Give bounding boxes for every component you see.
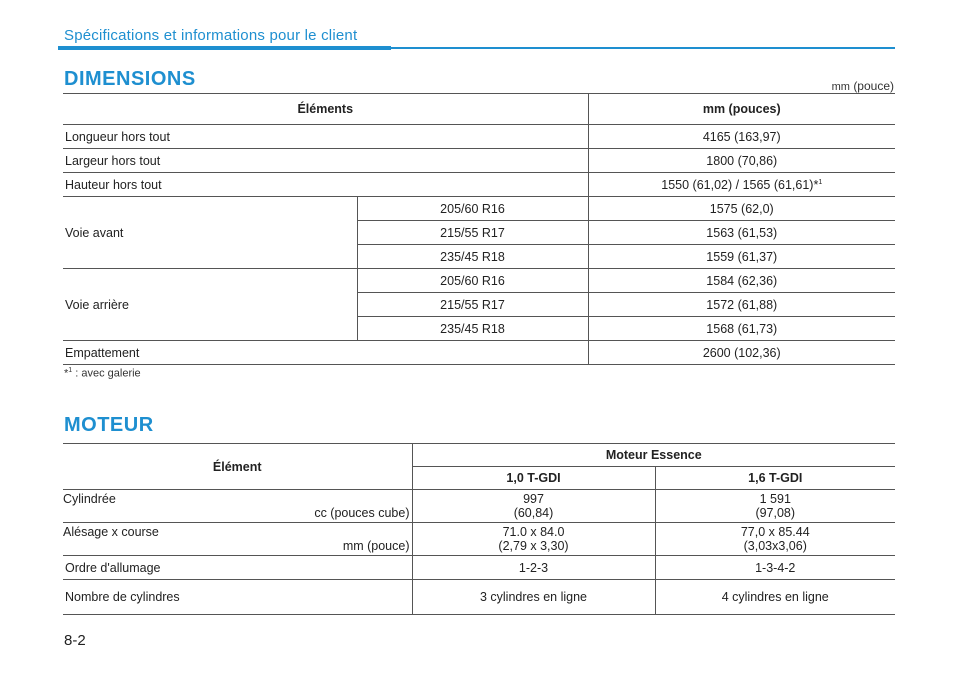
col-group-header: Moteur Essence [412,444,895,467]
table-row [63,490,895,523]
row-value: 1572 (61,88) [588,293,895,317]
tire-size: 215/55 R17 [357,221,588,245]
row-value: 1559 (61,37) [588,245,895,269]
tire-size: 235/45 R18 [357,317,588,341]
footnote-text: : avec galerie [72,367,141,380]
value-b-cell [655,490,895,523]
value-a-line1: 997 [523,492,544,506]
header-rule-accent [58,46,391,50]
row-value-with-note [588,173,895,197]
dimensions-header-row [63,94,895,125]
unit-note-mm: mm [831,81,850,93]
value-b: 4 cylindres en ligne [655,580,895,615]
row-unit: mm (pouce) [342,539,410,553]
tire-size: 205/60 R16 [357,269,588,293]
value-a-cell [412,490,655,523]
row-label: Cylindrée [63,492,116,506]
row-value: 2600 (102,36) [588,341,895,365]
row-unit: cc (pouces cube) [314,506,410,520]
dimensions-title: DIMENSIONS [64,68,196,90]
table-row [63,149,895,173]
row-label: Alésage x course [63,525,159,539]
row-label-cell [63,490,412,523]
voie-avant-label: Voie avant [63,197,357,269]
row-label: Nombre de cylindres [63,580,412,615]
row-value: 4165 (163,97) [588,125,895,149]
unit-note-label: (pouce) [853,79,894,93]
voie-arriere-label: Voie arrière [63,269,357,341]
value-b-line2: (97,08) [755,506,796,520]
row-value: 1550 (61,02) / 1565 (61,61)* [661,177,819,192]
value-b-line1: 77,0 x 85.44 [740,525,810,539]
row-value: 1563 (61,53) [588,221,895,245]
row-value: 1584 (62,36) [588,269,895,293]
value-b-cell [655,523,895,556]
value-a-line1: 71.0 x 84.0 [502,525,565,539]
table-row [63,197,895,221]
footnote-ref: 1 [818,178,823,186]
row-label-cell [63,523,412,556]
value-a: 1-2-3 [412,556,655,580]
row-label: Ordre d'allumage [63,556,412,580]
tire-size: 235/45 R18 [357,245,588,269]
value-b-line2: (3,03x3,06) [743,539,807,553]
moteur-header-row [63,444,895,467]
moteur-table [63,443,895,615]
row-label: Longueur hors tout [63,125,588,149]
row-value: 1568 (61,73) [588,317,895,341]
value-b-line1: 1 591 [759,492,791,506]
value-b: 1-3-4-2 [655,556,895,580]
footnote-mark: * [64,367,69,380]
table-row [63,523,895,556]
col-element-header: Élément [63,444,412,490]
row-label: Hauteur hors tout [63,173,588,197]
table-row [63,173,895,197]
value-a-cell [412,523,655,556]
moteur-title: MOTEUR [64,414,154,436]
page-header-title: Spécifications et informations pour le client [64,27,358,44]
value-a-line2: (60,84) [513,506,554,520]
value-a-line2: (2,79 x 3,30) [498,539,569,553]
table-row [63,580,895,615]
row-label: Empattement [63,341,588,365]
page-number: 8-2 [64,632,86,649]
value-a: 3 cylindres en ligne [412,580,655,615]
dimensions-table [63,93,895,365]
table-row [63,556,895,580]
row-label: Largeur hors tout [63,149,588,173]
table-row [63,341,895,365]
col-a-header: 1,0 T-GDI [412,467,655,490]
table-row [63,125,895,149]
col-b-header: 1,6 T-GDI [655,467,895,490]
row-value: 1800 (70,86) [588,149,895,173]
col-mm-header: mm (pouces) [588,94,895,125]
unit-note [832,79,894,93]
col-elements-header: Éléments [63,94,588,125]
tire-size: 205/60 R16 [357,197,588,221]
table-row [63,269,895,293]
tire-size: 215/55 R17 [357,293,588,317]
row-value: 1575 (62,0) [588,197,895,221]
footnote-sup: 1 [68,367,73,374]
footnote [64,367,141,380]
